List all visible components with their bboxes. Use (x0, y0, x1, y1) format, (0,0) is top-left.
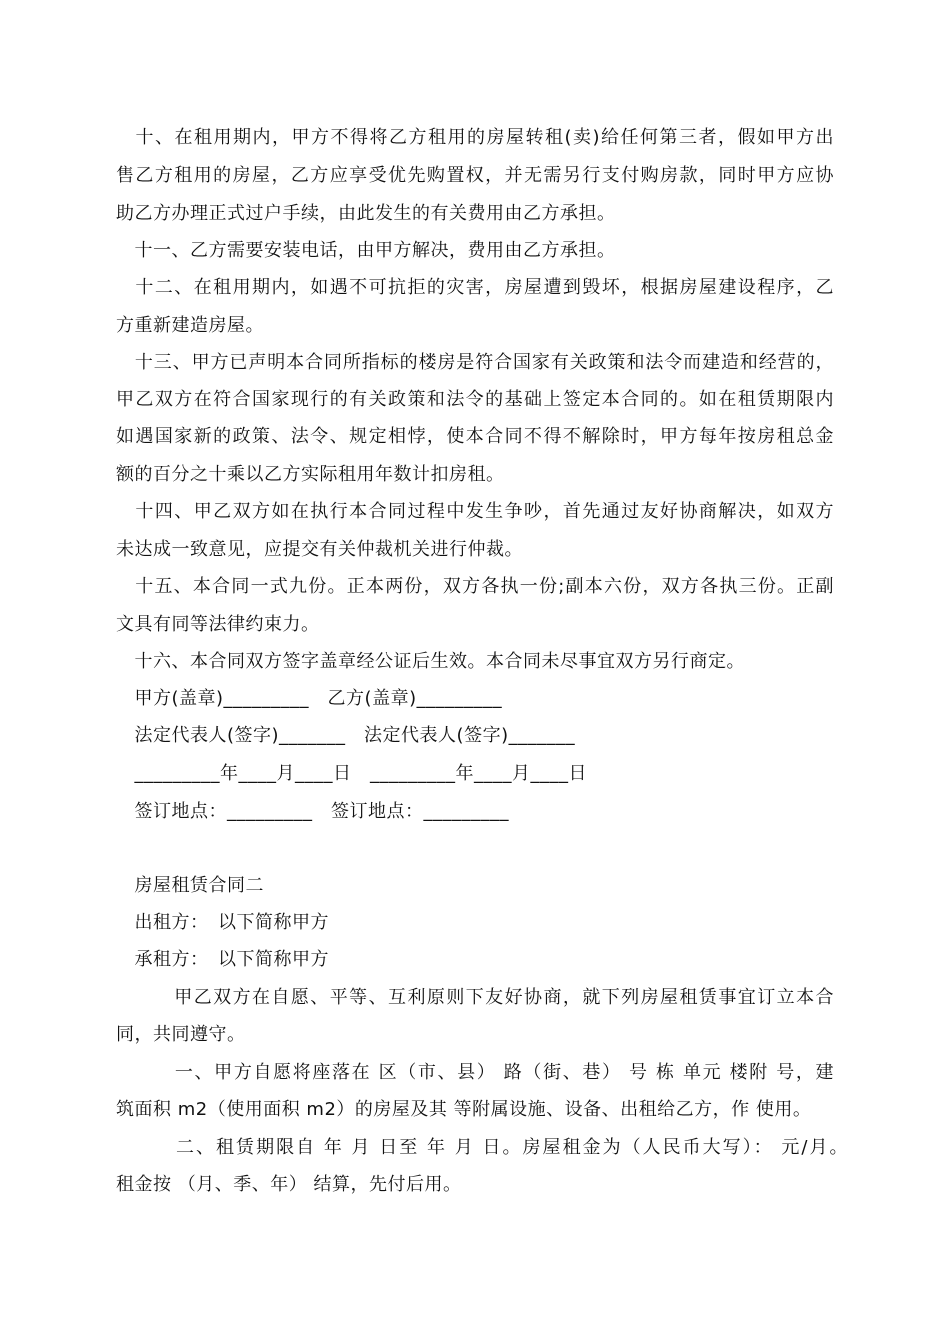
signature-place-line: 签订地点：_________ 签订地点：_________ (116, 801, 509, 822)
clause-12-line-1: 十二、在租用期内，如遇不可抗拒的灾害，房屋遭到毁坏，根据房屋建设程序，乙 (116, 277, 834, 298)
clause-12-line-2: 方重新建造房屋。 (116, 315, 264, 336)
clause-13-line-1: 十三、甲方已声明本合同所指标的楼房是符合国家有关政策和法令而建造和经营的， (116, 352, 834, 373)
signature-date-line: _________年____月____日 _________年____月____日 (116, 763, 587, 784)
clause-16: 十六、本合同双方签字盖章经公证后生效。本合同未尽事宜双方另行商定。 (116, 651, 745, 672)
signature-representative-line: 法定代表人(签字)_______ 法定代表人(签字)_______ (116, 725, 576, 746)
clause-2-1-line-2: 筑面积 m2（使用面积 m2）的房屋及其 等附属设施、设备、出租给乙方，作 使用。 (116, 1099, 812, 1120)
clause-2-1-line-1: 一、甲方自愿将座落在 区（市、县） 路（街、巷） 号 栋 单元 楼附 号，建 (116, 1062, 834, 1083)
clause-13-line-4: 额的百分之十乘以乙方实际租用年数计扣房租。 (116, 464, 505, 485)
clause-11: 十一、乙方需要安装电话，由甲方解决，费用由乙方承担。 (116, 240, 616, 261)
clause-2-2-line-2: 租金按 （月、季、年） 结算，先付后用。 (116, 1174, 462, 1195)
clause-13-line-3: 如遇国家新的政策、法令、规定相悖，使本合同不得不解除时，甲方每年按房租总金 (116, 426, 834, 447)
lessor-line: 出租方： 以下简称甲方 (116, 912, 329, 933)
clause-10-line-2: 售乙方租用的房屋，乙方应享受优先购置权，并无需另行支付购房款，同时甲方应协 (116, 165, 834, 186)
clause-10-line-3: 助乙方办理正式过户手续，由此发生的有关费用由乙方承担。 (116, 203, 616, 224)
clause-2-2-line-1: 二、租赁期限自 年 月 日至 年 月 日。房屋租金为（人民币大写）： 元/月。 (116, 1137, 848, 1158)
intro-line-1: 甲乙双方在自愿、平等、互利原则下友好协商，就下列房屋租赁事宜订立本合 (116, 987, 834, 1008)
clause-10-line-1: 十、在租用期内，甲方不得将乙方租用的房屋转租(卖)给任何第三者，假如甲方出 (116, 127, 834, 148)
lessee-line: 承租方： 以下简称甲方 (116, 949, 329, 970)
clause-13-line-2: 甲乙双方在符合国家现行的有关政策和法令的基础上签定本合同的。如在租赁期限内 (116, 389, 834, 410)
clause-15-line-1: 十五、本合同一式九份。正本两份，双方各执一份;副本六份，双方各执三份。正副 (116, 576, 834, 597)
clause-14-line-2: 未达成一致意见，应提交有关仲裁机关进行仲裁。 (116, 539, 523, 560)
signature-seal-line: 甲方(盖章)_________ 乙方(盖章)_________ (116, 688, 503, 709)
clause-14-line-1: 十四、甲乙双方如在执行本合同过程中发生争吵，首先通过友好协商解决，如双方 (116, 501, 834, 522)
clause-15-line-2: 文具有同等法律约束力。 (116, 614, 320, 635)
intro-line-2: 同，共同遵守。 (116, 1024, 246, 1045)
contract-2-title: 房屋租赁合同二 (116, 875, 264, 896)
